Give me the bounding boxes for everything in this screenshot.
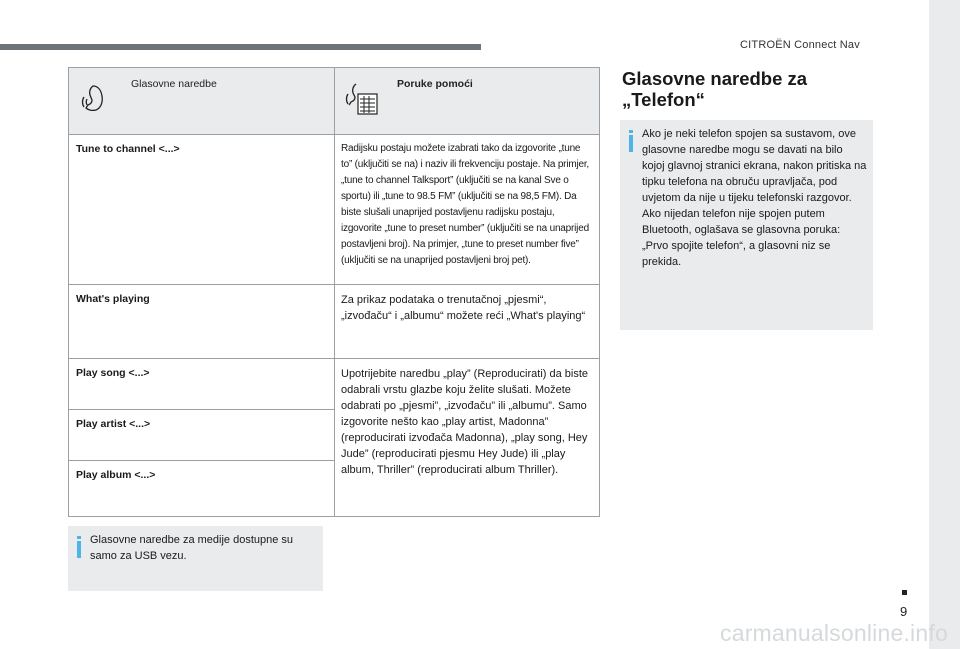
command-play-song: Play song <...>: [76, 367, 150, 379]
table-row: [69, 359, 335, 410]
voice-help-icon: [345, 82, 379, 116]
table-cell-help: [335, 135, 600, 285]
phone-note-box: [620, 120, 873, 330]
command-play-album: Play album <...>: [76, 469, 156, 481]
info-marker-icon: [629, 130, 634, 152]
side-strip: [929, 0, 960, 649]
brand-label: CITROËN Connect Nav: [740, 39, 860, 51]
section-title: [622, 68, 872, 110]
header-help-label: Poruke pomoći: [397, 78, 473, 90]
help-tune-to-channel: Radijsku postaju možete izabrati tako da izgovorite „tune to” (uključiti se na) i naziv ili frekvenciju postaje. Na primjer, „tune to channel Talksport” (uključiti se na kanal Sve o sportu) ili „tune to 98.5 FM” (uključiti se na 98,5 FM). Da biste slušali unaprijed postavljenu radijsku postaju, izgovorite „tune to preset number” (uključiti se na unaprijed postavljeni broj). Na primjer, „tune to preset number five” (uključiti se na unaprijed postavljeni broj pet).: [341, 143, 590, 266]
info-marker-icon: [77, 536, 82, 558]
voice-command-icon: [79, 82, 113, 116]
phone-note-para1: Ako je neki telefon spojen sa sustavom, ove glasovne naredbe mogu se davati na bilo kojoj glavnoj stranici ekrana, nakon pritiska na tipku telefona na obruču upravljača, pod uvjetom da nije u tijeku telefonski razgovor.: [642, 128, 867, 204]
table-row: [69, 285, 335, 359]
watermark: carmanualsonline.info: [720, 620, 948, 646]
table-row: [69, 461, 335, 517]
header-commands-label: Glasovne naredbe: [131, 78, 217, 90]
usb-note-text: Glasovne naredbe za medije dostupne su samo za USB vezu.: [90, 534, 294, 562]
section-title-line2: „Telefon“: [622, 89, 705, 110]
table-cell-help: [335, 285, 600, 359]
command-play-artist: Play artist <...>: [76, 418, 151, 430]
table-row: [69, 410, 335, 461]
page-marker: [902, 590, 907, 595]
command-tune-to-channel: Tune to channel <...>: [76, 143, 180, 155]
usb-note-box: [68, 526, 323, 591]
table-header-commands: [69, 68, 335, 135]
table-header-help: [335, 68, 600, 135]
section-title-line1: Glasovne naredbe za: [622, 68, 808, 89]
phone-note-para2: Ako nijedan telefon nije spojen putem Bluetooth, oglašava se glasovna poruka: „Prvo spojite telefon“, a glasovni niz se prekida.: [642, 208, 841, 268]
header-rule: [0, 44, 481, 50]
help-whats-playing: Za prikaz podataka o trenutačnoj „pjesmi“, „izvođaču“ i „albumu“ možete reći „What's playing“: [341, 294, 586, 322]
phone-note-text: [642, 126, 868, 270]
table-row: [69, 135, 335, 285]
table-cell-help: [335, 359, 600, 517]
help-play-media: Upotrijebite naredbu „play” (Reproducirati) da biste odabrali vrstu glazbe koju želite slušati. Možete odabrati po „pjesmi”, „izvođaču” ili „albumu”. Samo izgovorite nešto kao „play artist, Madonna” (reproducirati izvođača Madonna), „play song, Hey Jude” (reproducirati pjesmu Hey Jude) ili „play album, Thriller” (reproducirati album Thriller).: [341, 368, 589, 476]
page-number: 9: [900, 604, 908, 619]
command-whats-playing: What's playing: [76, 293, 150, 305]
voice-commands-table: [68, 67, 600, 517]
